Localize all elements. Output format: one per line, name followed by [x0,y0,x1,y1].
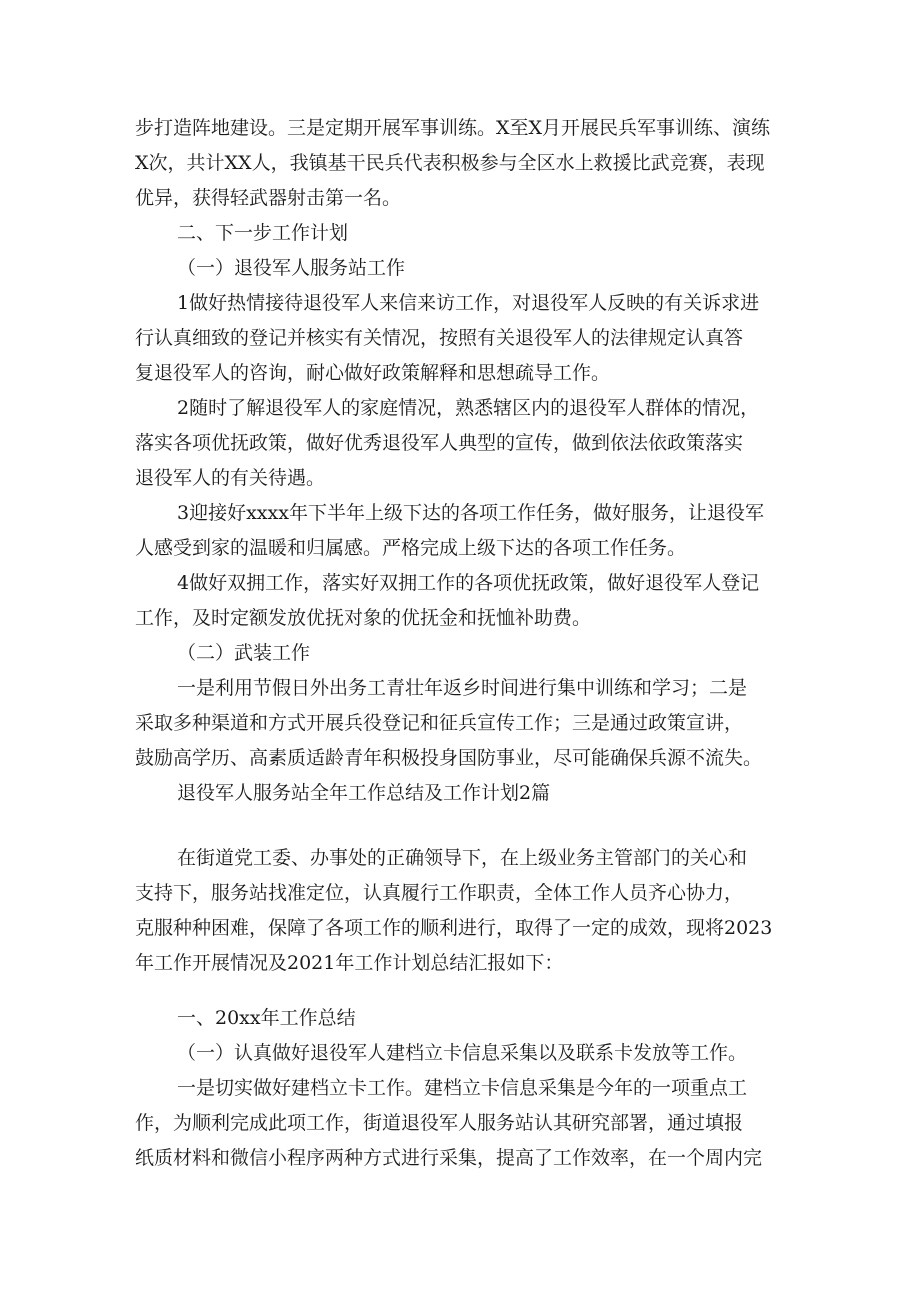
text-line: 2随时了解退役军人的家庭情况，熟悉辖区内的退役军人群体的情况， [177,397,760,419]
subsection-heading: （一）退役军人服务站工作 [177,257,406,279]
text-line: 支持下，服务站找准定位，认真履行工作职责，全体工作人员齐心协力， [135,882,744,904]
text-line: 一是利用节假日外出务工青壮年返乡时间进行集中训练和学习；二是 [177,677,748,699]
text-line: 人感受到家的温暖和归属感。严格完成上级下达的各项工作任务。 [135,537,687,559]
section-heading: 一、20xx年工作总结 [177,1007,356,1029]
text-line: 1做好热情接待退役军人来信来访工作，对退役军人反映的有关诉求进 [177,292,760,314]
text-line: 年工作开展情况及2021年工作计划总结汇报如下： [135,952,564,974]
text-line: 落实各项优抚政策，做好优秀退役军人典型的宣传，做到依法依政策落实 [135,432,744,454]
text-line: 退役军人的有关待遇。 [135,467,326,489]
text-line: 采取多种渠道和方式开展兵役登记和征兵宣传工作；三是通过政策宣讲， [135,712,744,734]
text-line: 步打造阵地建设。三是定期开展军事训练。X至X月开展民兵军事训练、演练 [135,117,771,139]
text-line: 在街道党工委、办事处的正确领导下，在上级业务主管部门的关心和 [177,847,748,869]
text-line: 复退役军人的咨询，耐心做好政策解释和思想疏导工作。 [135,362,611,384]
text-line: 优异，获得轻武器射击第一名。 [135,187,402,209]
subsection-heading: （一）认真做好退役军人建档立卡信息采集以及联系卡发放等工作。 [177,1042,748,1064]
text-line: 工作，及时定额发放优抚对象的优抚金和抚恤补助费。 [135,607,592,629]
text-line: 鼓励高学历、高素质适龄青年积极投身国防事业，尽可能确保兵源不流失。 [135,747,763,769]
subsection-heading: （二）武装工作 [177,642,311,664]
text-line: 作，为顺利完成此项工作，街道退役军人服务站认其研究部署，通过填报 [135,1112,744,1134]
text-line: X次，共计XX人，我镇基干民兵代表积极参与全区水上救援比武竞赛，表现 [135,152,765,174]
text-line: 4做好双拥工作，落实好双拥工作的各项优抚政策，做好退役军人登记 [177,572,760,594]
text-line: 3迎接好xxxx年下半年上级下达的各项工作任务，做好服务，让退役军 [177,502,764,524]
section-heading: 二、下一步工作计划 [177,222,349,244]
text-line: 克服种种困难，保障了各项工作的顺利进行，取得了一定的成效，现将2023 [135,917,773,939]
text-line: 行认真细致的登记并核实有关情况，按照有关退役军人的法律规定认真答 [135,327,744,349]
text-line: 纸质材料和微信小程序两种方式进行采集，提高了工作效率，在一个周内完 [135,1147,763,1169]
document-title: 退役军人服务站全年工作总结及工作计划2篇 [177,782,551,804]
text-line: 一是切实做好建档立卡工作。建档立卡信息采集是今年的一项重点工 [177,1077,748,1099]
